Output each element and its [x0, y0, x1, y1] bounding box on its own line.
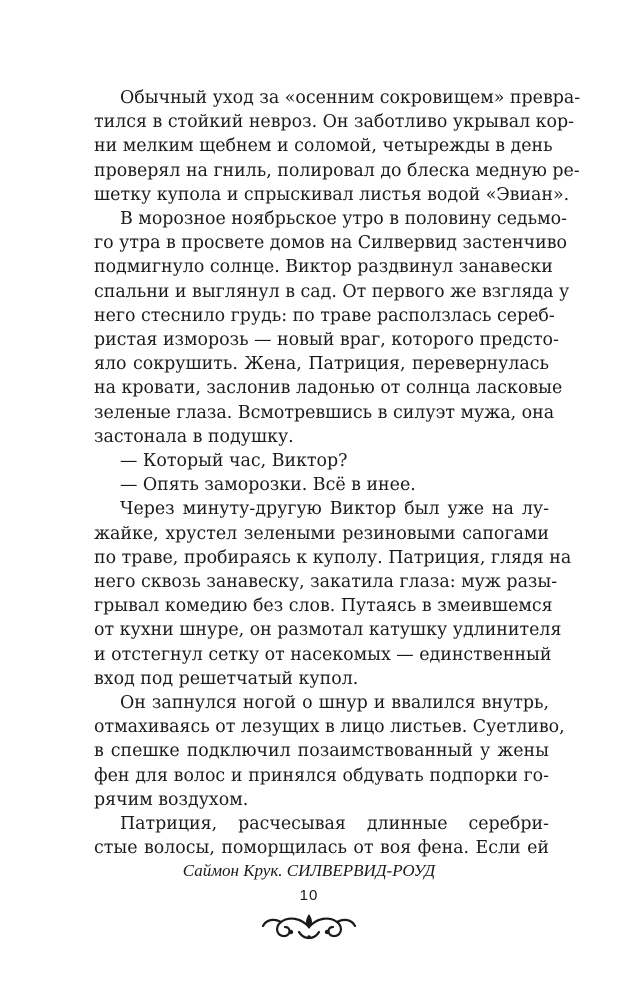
text-line: него стеснило грудь: по траве расползлась сереб- — [94, 306, 555, 326]
text-line: Он запнулся ногой о шнур и ввалился внутрь, — [120, 693, 549, 713]
page-number: 10 — [299, 887, 319, 904]
text-line: рячим воздухом. — [94, 790, 249, 810]
text-line: от кухни шнуре, он размотал катушку удлинителя — [94, 620, 562, 640]
text-line: грывал комедию без слов. Путаясь в змеившемся — [94, 596, 553, 616]
scroll-flourish-icon — [261, 910, 357, 944]
text-line: вход под решетчатый купол. — [94, 669, 359, 689]
text-line: на кровати, заслонив ладонью от солнца ласковые — [94, 378, 563, 398]
text-line: Патриция, расчесывая длинные серебри- — [120, 814, 549, 834]
text-line: жайке, хрустел зелеными резиновыми сапогами — [94, 524, 549, 544]
text-line: В морозное ноябрьское утро в половину седьмо- — [120, 209, 567, 229]
text-line: подмигнуло солнце. Виктор раздвинул занавески — [94, 257, 553, 277]
dialogue-line: — Опять заморозки. Всё в инее. — [120, 475, 416, 495]
dialogue-line: — Который час, Виктор? — [120, 451, 348, 471]
text-line: фен для волос и принялся обдувать подпорки го- — [94, 766, 549, 786]
text-line: Обычный уход за «осенним сокровищем» превра- — [120, 88, 581, 108]
text-line: застонала в подушку. — [94, 427, 294, 447]
text-line: в спешке подключил позаимствованный у жены — [94, 741, 549, 761]
text-line: яло сокрушить. Жена, Патриция, перевернулась — [94, 354, 549, 374]
text-line: стые волосы, поморщилась от воя фена. Если ей — [94, 838, 549, 858]
running-title: Саймон Крук. СИЛВЕРВИД-РОУД — [182, 861, 436, 880]
text-line: Через минуту-другую Виктор был уже на лу- — [120, 499, 549, 519]
text-line: ристая изморозь — новый враг, которого предсто- — [94, 330, 559, 350]
text-line: и отстегнул сетку от насекомых — единственный — [94, 645, 552, 665]
text-line: него сквозь занавеску, закатила глаза: муж разы- — [94, 572, 558, 592]
text-line: зеленые глаза. Всмотревшись в силуэт мужа, она — [94, 403, 555, 423]
text-line: тился в стойкий невроз. Он заботливо укрывал кор- — [94, 112, 575, 132]
text-line: ни мелким щебнем и соломой, четырежды в день — [94, 136, 553, 156]
text-line: отмахиваясь от лезущих в лицо листьев. Суетливо, — [94, 717, 565, 737]
text-line: спальни и выглянул в сад. От первого же взгляда у — [94, 282, 570, 302]
text-line: по траве, пробираясь к куполу. Патриция, глядя на — [94, 548, 572, 568]
text-line: шетку купола и спрыскивал листья водой «Эвиан». — [94, 185, 570, 205]
text-line: го утра в просвете домов на Силвервид застенчиво — [94, 233, 567, 253]
text-line: проверял на гниль, полировал до блеска медную ре- — [94, 161, 580, 181]
